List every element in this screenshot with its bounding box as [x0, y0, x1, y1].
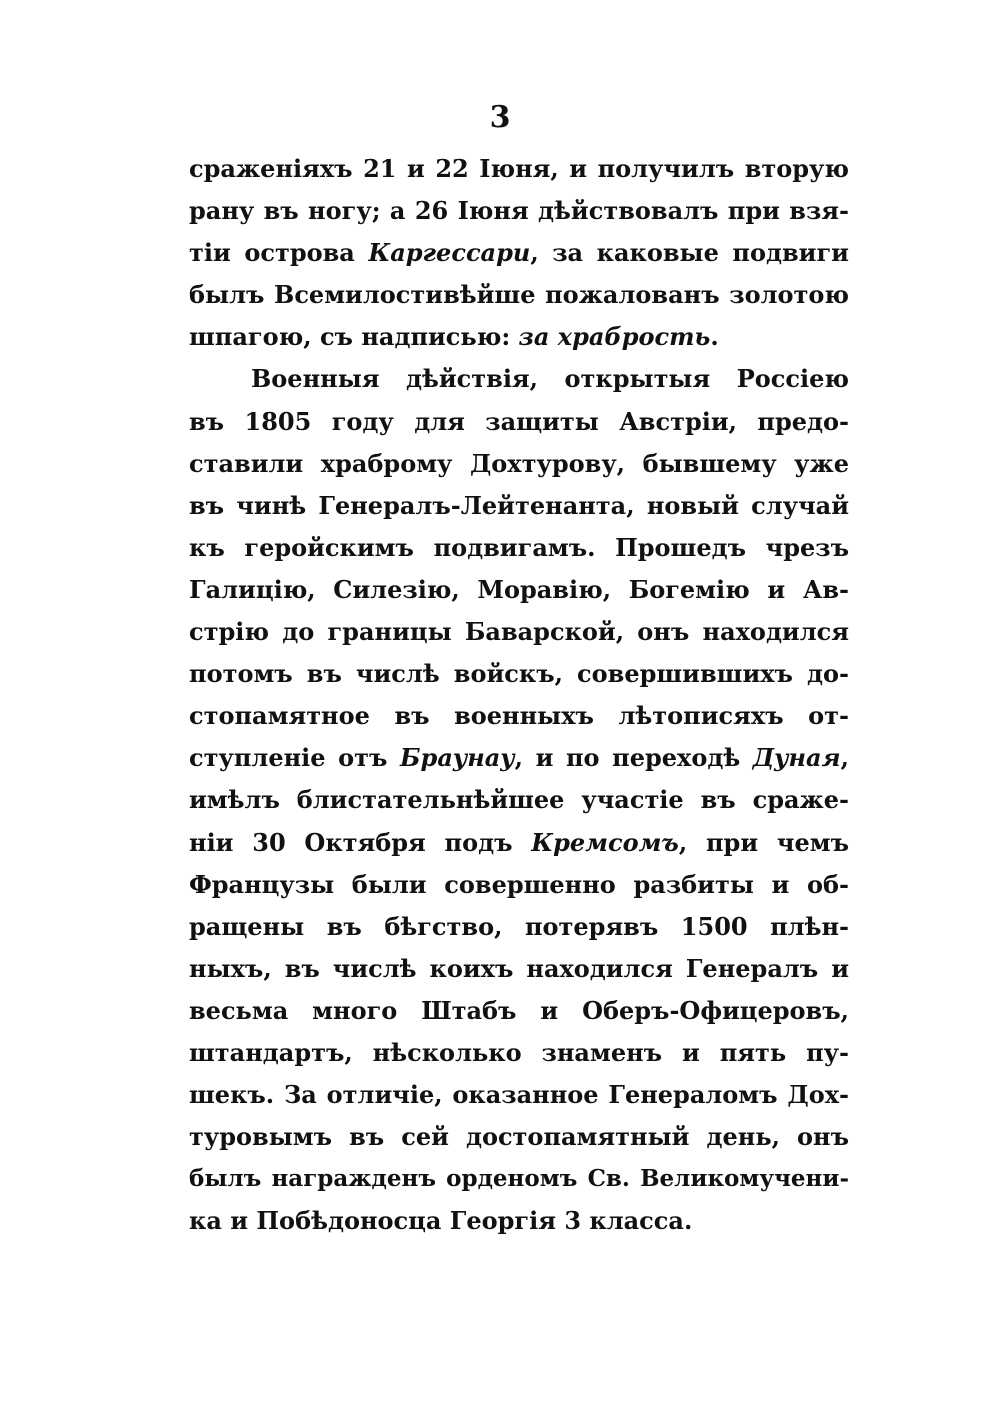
- italic-phrase: Кремсомъ: [531, 827, 679, 857]
- text-run: былъ Всемилостивѣйше пожалованъ золотою: [189, 280, 849, 310]
- text-run: въ чинѣ Генералъ-Лейтенанта, новый случай: [189, 490, 849, 520]
- text-line: [189, 737, 849, 779]
- text-line: [189, 779, 849, 821]
- text-run: ставили храброму Дохтурову, бывшему уже: [189, 448, 849, 478]
- text-line: [189, 569, 849, 611]
- text-run: , и по переходѣ: [514, 743, 753, 773]
- text-run: , за каковые подвиги: [530, 238, 849, 268]
- text-run: стопамятное въ военныхъ лѣтописяхъ от-: [189, 701, 849, 731]
- text-run: ныхъ, въ числѣ коихъ находился Генералъ и: [189, 953, 849, 983]
- text-line: [189, 148, 849, 190]
- text-run: къ геройскимъ подвигамъ. Прошедъ чрезъ: [189, 532, 849, 562]
- text-line: [189, 232, 849, 274]
- text-run: рану въ ногу; а 26 Іюня дѣйствовалъ при взя-: [189, 196, 849, 226]
- text-run: потомъ въ числѣ войскъ, совершившихъ до-: [189, 659, 849, 689]
- text-run: ращены въ бѣгство, потерявъ 1500 плѣн-: [189, 911, 849, 941]
- text-line: [189, 695, 849, 737]
- text-line: [189, 1158, 849, 1200]
- text-run: Французы были совершенно разбиты и об-: [189, 869, 849, 899]
- text-run: въ 1805 году для защиты Австріи, предо-: [189, 406, 849, 436]
- text-run: тіи острова: [189, 238, 369, 268]
- italic-phrase: Каргессари: [368, 238, 531, 268]
- text-line: [189, 1200, 849, 1242]
- text-line: [189, 401, 849, 443]
- italic-phrase: Дуная: [752, 743, 841, 773]
- text-run: .: [710, 322, 719, 352]
- text-line: [189, 358, 849, 400]
- italic-phrase: за храбрость: [518, 322, 711, 352]
- text-run: ніи 30 Октября подъ: [189, 827, 532, 857]
- text-line: [189, 906, 849, 948]
- text-run: ка и Побѣдоносца Георгія 3 класса.: [189, 1206, 693, 1236]
- text-line: [189, 611, 849, 653]
- text-run: стрію до границы Баварской, онъ находился: [189, 617, 849, 647]
- text-line: [189, 864, 849, 906]
- text-run: сраженіяхъ 21 и 22 Іюня, и получилъ вторую: [189, 154, 849, 183]
- text-run: штандартъ, нѣсколько знаменъ и пять пу-: [189, 1037, 849, 1067]
- text-run: имѣлъ блистательнѣйшее участіе въ сраже-: [189, 785, 849, 815]
- text-run: шпагою, съ надписью:: [189, 322, 519, 352]
- text-line: [189, 190, 849, 232]
- text-run: Галицію, Силезію, Моравію, Богемію и Ав-: [189, 574, 849, 604]
- text-line: [189, 485, 849, 527]
- text-line: [189, 948, 849, 990]
- text-line: [189, 653, 849, 695]
- text-run: шекъ. За отличіе, оказанное Генераломъ Дох-: [189, 1080, 849, 1110]
- italic-phrase: Браунау: [400, 743, 515, 773]
- text-run: Военныя дѣйствія, открытыя Россіею: [251, 364, 849, 394]
- page-number: 3: [489, 100, 511, 135]
- text-line: [189, 1032, 849, 1074]
- text-line: [189, 316, 849, 358]
- text-run: , при чемъ: [678, 827, 849, 857]
- text-line: [189, 822, 849, 864]
- text-run: туровымъ въ сей достопамятный день, онъ: [189, 1122, 849, 1152]
- text-line: [189, 274, 849, 316]
- text-run: ,: [840, 743, 849, 773]
- body-text: [189, 148, 849, 1242]
- text-line: [189, 1116, 849, 1158]
- text-run: весьма много Штабъ и Оберъ-Офицеровъ,: [189, 995, 849, 1025]
- text-line: [189, 1074, 849, 1116]
- text-line: [189, 527, 849, 569]
- text-run: ступленіе отъ: [189, 743, 401, 773]
- text-run: былъ награжденъ орденомъ Св. Великомучени-: [189, 1165, 849, 1193]
- text-line: [189, 990, 849, 1032]
- text-line: [189, 443, 849, 485]
